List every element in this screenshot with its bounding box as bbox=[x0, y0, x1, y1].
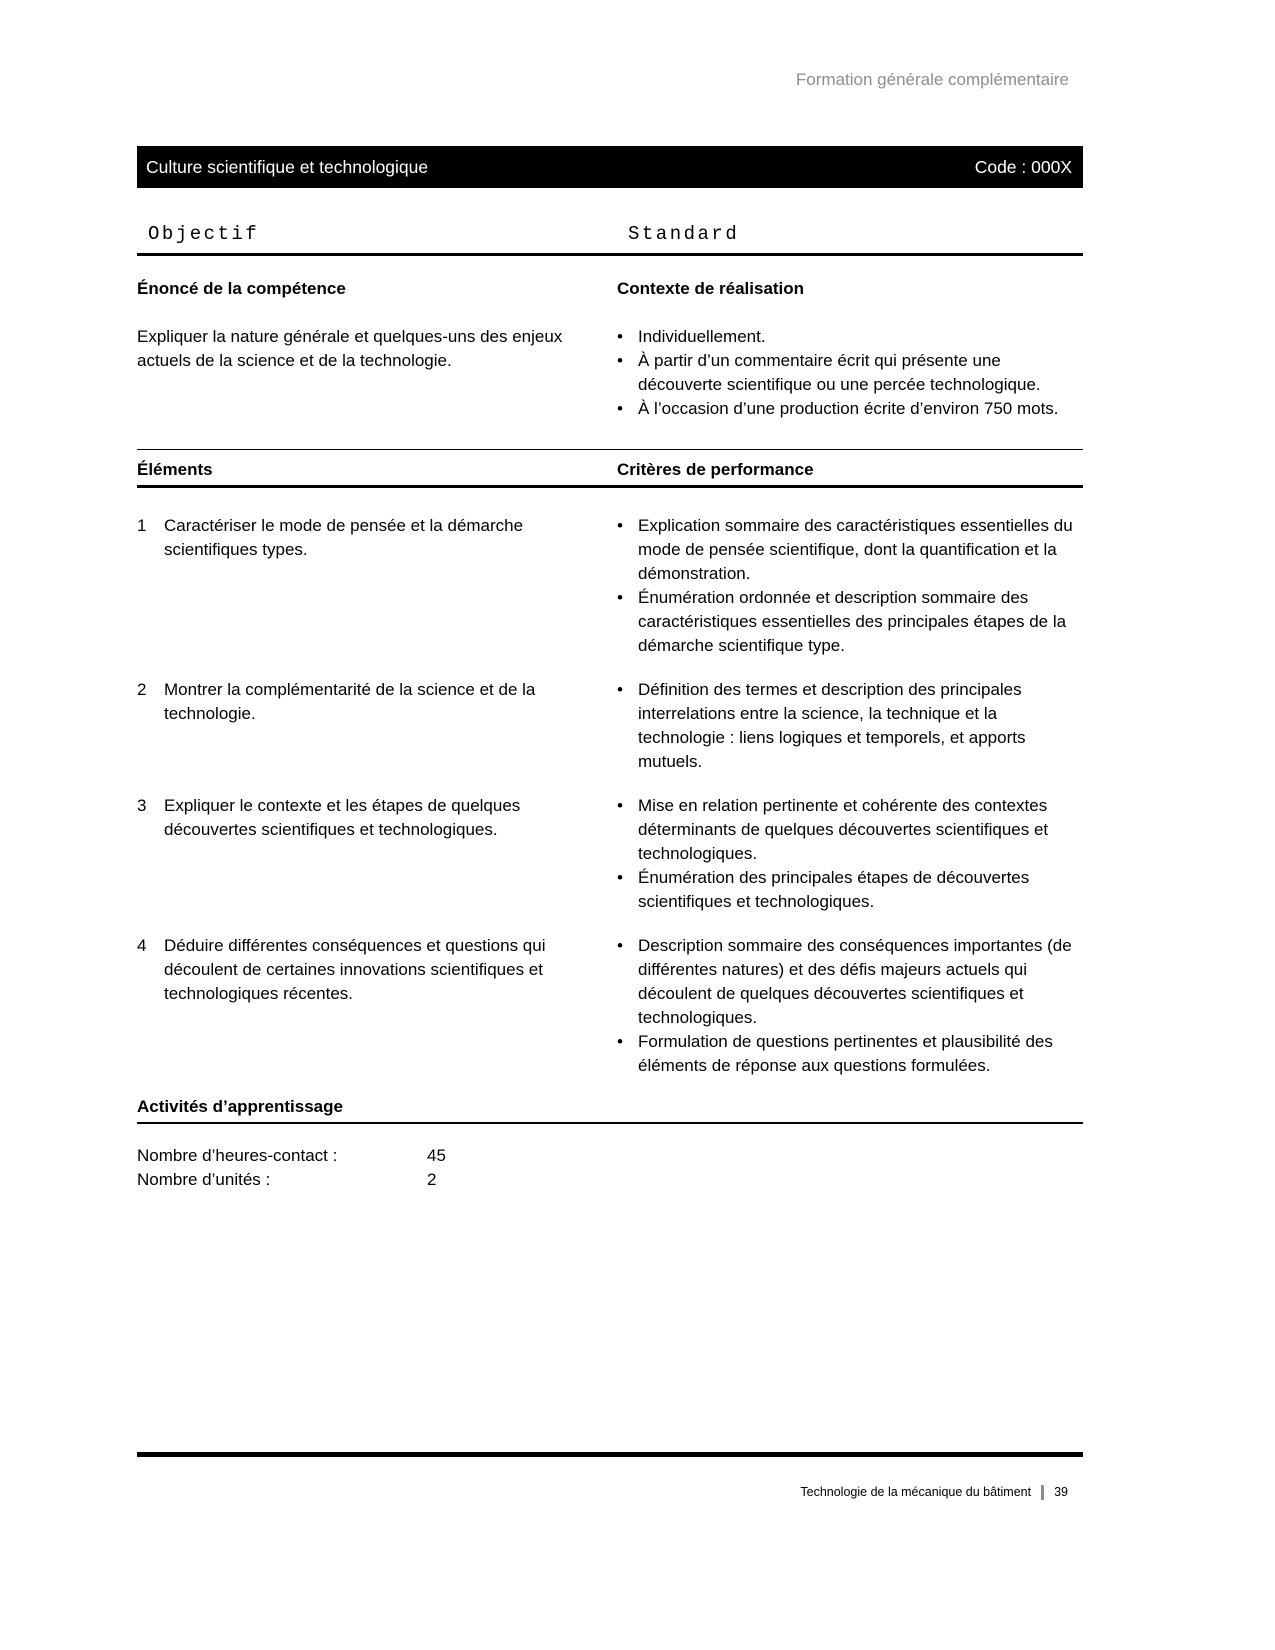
course-code: Code : 000X bbox=[974, 156, 1072, 177]
criteria-list bbox=[617, 678, 1083, 774]
footer-page-number: 39 bbox=[1054, 1485, 1068, 1499]
bullet-marker: • bbox=[617, 868, 623, 887]
running-header: Formation générale complémentaire bbox=[795, 70, 1069, 89]
criteria-text: Explication sommaire des caractéristiques essentielles du mode de pensée scientifique, dont la quantification et la démonstration. bbox=[638, 516, 1073, 583]
bullet-marker: • bbox=[617, 1032, 623, 1051]
page-footer bbox=[137, 1484, 1083, 1500]
bullet-marker: • bbox=[617, 680, 623, 699]
criteria-item bbox=[617, 934, 1083, 1030]
criteria-text: Énumération ordonnée et description sommaire des caractéristiques essentielles des principales étapes de la démarche scientifique type. bbox=[638, 588, 1067, 655]
bullet-marker: • bbox=[617, 351, 623, 370]
bullet-marker: • bbox=[617, 936, 623, 955]
criteria-item bbox=[617, 794, 1083, 866]
bullet-marker: • bbox=[617, 399, 623, 418]
bullet-marker: • bbox=[617, 516, 623, 535]
element-text: Montrer la complémentarité de la science et de la technologie. bbox=[164, 680, 536, 723]
element-row bbox=[137, 678, 1083, 774]
hours-block bbox=[137, 1144, 1083, 1192]
criteria-text: Énumération des principales étapes de découvertes scientifiques et technologiques. bbox=[638, 868, 1030, 911]
elements-heading: Éléments bbox=[137, 460, 213, 479]
competence-block bbox=[137, 278, 587, 421]
contexte-text: Individuellement. bbox=[638, 327, 766, 346]
criteria-item bbox=[617, 866, 1083, 914]
element-text: Déduire différentes conséquences et questions qui découlent de certaines innovations scientifiques et technologiques récentes. bbox=[164, 936, 546, 1003]
hours-row bbox=[137, 1168, 1083, 1192]
contexte-item bbox=[617, 325, 1083, 349]
element-number: 2 bbox=[137, 680, 147, 699]
course-banner bbox=[137, 146, 1083, 188]
hours-contact-label: Nombre d’heures-contact : bbox=[137, 1146, 338, 1165]
element-row bbox=[137, 514, 1083, 658]
column-headers bbox=[137, 222, 1083, 246]
bullet-marker: • bbox=[617, 327, 623, 346]
contexte-text: À l’occasion d’une production écrite d’environ 750 mots. bbox=[638, 399, 1059, 418]
element-number: 4 bbox=[137, 936, 147, 955]
course-title: Culture scientifique et technologique bbox=[146, 156, 429, 177]
element-cell bbox=[137, 678, 587, 774]
units-label: Nombre d’unités : bbox=[137, 1170, 271, 1189]
standard-header: Standard bbox=[628, 223, 740, 245]
element-text: Expliquer le contexte et les étapes de quelques découvertes scientifiques et technologiques. bbox=[164, 796, 521, 839]
contexte-list bbox=[617, 325, 1083, 421]
element-number: 3 bbox=[137, 796, 147, 815]
bullet-marker: • bbox=[617, 588, 623, 607]
units-value: 2 bbox=[427, 1170, 437, 1189]
page-content bbox=[137, 0, 1083, 1192]
header-rule bbox=[137, 253, 1083, 256]
contexte-item bbox=[617, 397, 1083, 421]
criteria-list bbox=[617, 794, 1083, 914]
criteria-item bbox=[617, 678, 1083, 774]
footer-bar bbox=[137, 1452, 1083, 1457]
criteria-item bbox=[617, 514, 1083, 586]
element-text: Caractériser le mode de pensée et la démarche scientifiques types. bbox=[164, 516, 524, 559]
hours-contact-value: 45 bbox=[427, 1146, 446, 1165]
competence-text: Expliquer la nature générale et quelques-uns des enjeux actuels de la science et de la technologie. bbox=[137, 327, 563, 370]
element-cell bbox=[137, 514, 587, 658]
contexte-heading: Contexte de réalisation bbox=[617, 279, 805, 298]
intro-section bbox=[137, 278, 1083, 421]
bullet-marker: • bbox=[617, 796, 623, 815]
competence-heading: Énoncé de la compétence bbox=[137, 279, 346, 298]
elements-header-row bbox=[137, 459, 1083, 480]
objectif-header: Objectif bbox=[148, 223, 260, 245]
hours-row bbox=[137, 1144, 1083, 1168]
criteria-text: Formulation de questions pertinentes et plausibilité des éléments de réponse aux questions formulées. bbox=[638, 1032, 1053, 1075]
criteria-item bbox=[617, 1030, 1083, 1078]
criteria-list bbox=[617, 514, 1083, 658]
footer-separator bbox=[1041, 1485, 1044, 1500]
activites-rule bbox=[137, 1122, 1083, 1124]
element-row bbox=[137, 934, 1083, 1078]
footer-document-title: Technologie de la mécanique du bâtiment bbox=[800, 1485, 1032, 1499]
contexte-item bbox=[617, 349, 1083, 397]
contexte-block bbox=[617, 278, 1083, 421]
element-cell bbox=[137, 934, 587, 1078]
elements-bottom-rule bbox=[137, 485, 1083, 488]
activites-heading: Activités d’apprentissage bbox=[137, 1097, 343, 1116]
criteria-text: Définition des termes et description des principales interrelations entre la science, la technique et la technologie : liens logiques et temporels, et apports mutuels. bbox=[638, 680, 1026, 771]
contexte-text: À partir d’un commentaire écrit qui présente une découverte scientifique ou une percée technologique. bbox=[638, 351, 1041, 394]
criteria-item bbox=[617, 586, 1083, 658]
elements-top-rule bbox=[137, 449, 1083, 450]
criteria-text: Description sommaire des conséquences importantes (de différentes natures) et des défis majeurs actuels qui découlent de quelques découvertes scientifiques et technologiques. bbox=[638, 936, 1072, 1027]
criteria-list bbox=[617, 934, 1083, 1078]
criteres-heading: Critères de performance bbox=[617, 460, 814, 479]
element-cell bbox=[137, 794, 587, 914]
element-number: 1 bbox=[137, 516, 147, 535]
criteria-text: Mise en relation pertinente et cohérente des contextes déterminants de quelques découvertes scientifiques et technologiques. bbox=[638, 796, 1049, 863]
element-row bbox=[137, 794, 1083, 914]
